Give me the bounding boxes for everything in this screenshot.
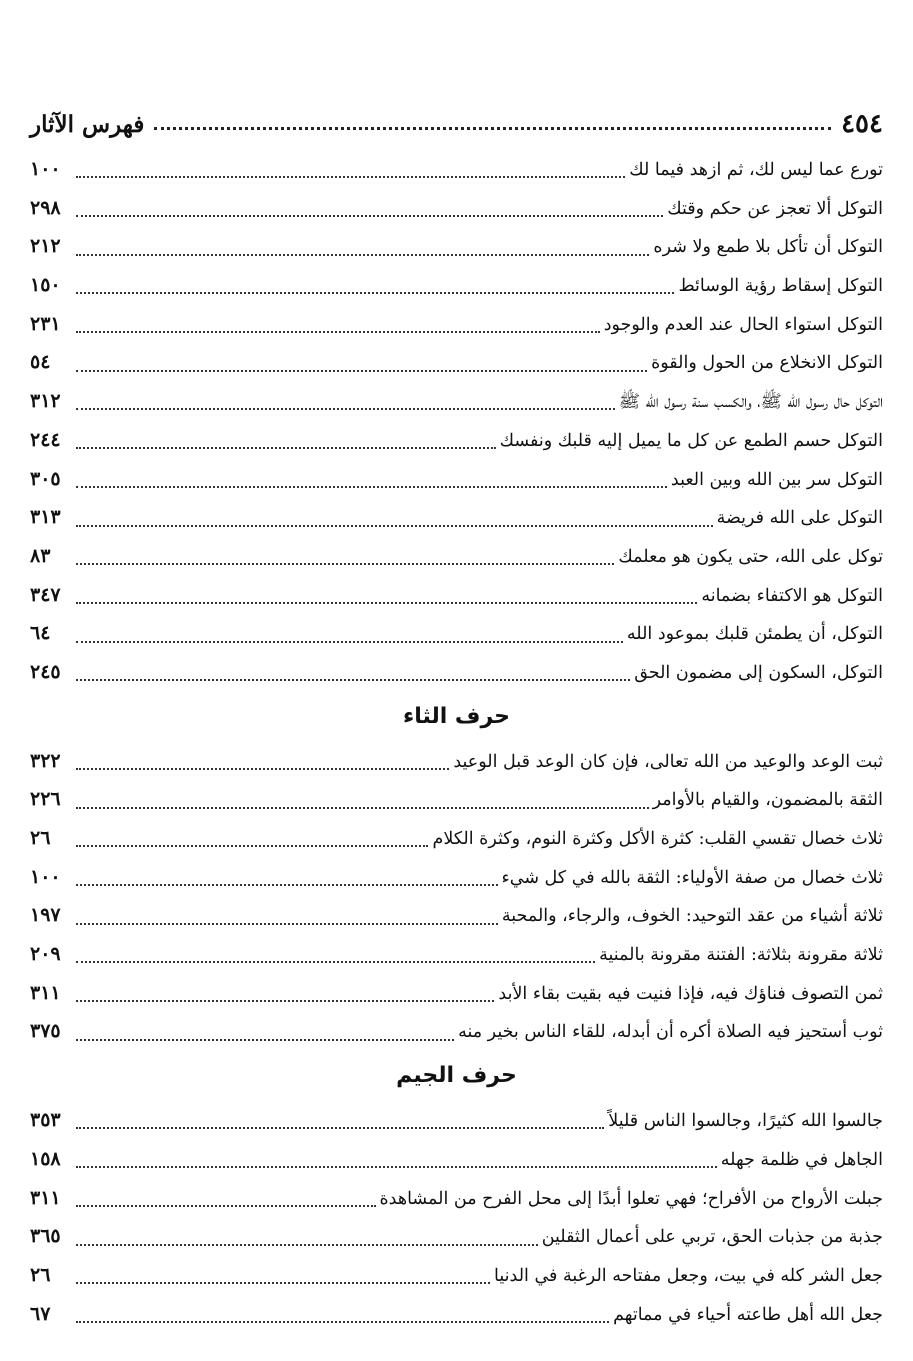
dot-leader xyxy=(76,1321,609,1323)
index-entry xyxy=(30,498,883,537)
entry-text: ثلاثة أشياء من عقد التوحيد: الخوف، والرجاء، والمحبة xyxy=(501,906,883,927)
entry-text: التوكل استواء الحال عند العدم والوجود xyxy=(603,314,883,335)
entry-text: التوكل ألا تعجز عن حكم وقتك xyxy=(667,198,883,219)
entry-text: التوكل، أن يطمئن قلبك بموعود الله xyxy=(626,624,883,645)
dot-leader xyxy=(76,1000,494,1002)
dot-leader xyxy=(76,408,615,410)
dot-leader xyxy=(76,215,663,217)
entry-page-number: ١٥٠ xyxy=(30,274,61,297)
entry-text: ثمن التصوف فناؤك فيه، فإذا فنيت فيه بقيت بقاء الأبد xyxy=(498,983,883,1004)
entry-page-number: ٣٢٢ xyxy=(30,749,61,772)
index-entry xyxy=(30,537,883,576)
dot-leader xyxy=(76,370,647,372)
dot-leader xyxy=(76,602,697,604)
dot-leader xyxy=(76,525,713,527)
dot-leader xyxy=(76,1282,490,1284)
entry-text: الثقة بالمضمون، والقيام بالأوامر xyxy=(652,790,883,811)
entry-text: جبلت الأرواح من الأفراح؛ فهي تعلوا أبدًا إلى محل الفرح من المشاهدة xyxy=(379,1188,883,1209)
entry-page-number: ٣١٣ xyxy=(30,506,61,529)
entry-page-number: ٢٦ xyxy=(30,1263,51,1286)
entry-text: ثلاث خصال تقسي القلب: كثرة الأكل وكثرة النوم، وكثرة الكلام xyxy=(432,829,883,849)
index-entry xyxy=(30,896,883,935)
index-entry xyxy=(30,653,883,692)
entry-page-number: ٢٤٤ xyxy=(30,428,61,451)
index-entry xyxy=(30,305,883,344)
index-entry xyxy=(30,421,883,460)
index-entries xyxy=(30,150,883,1333)
index-entry xyxy=(30,1012,883,1051)
index-entry xyxy=(30,189,883,228)
entry-page-number: ٨٣ xyxy=(30,544,51,567)
index-entry xyxy=(30,1217,883,1256)
dot-leader xyxy=(76,845,428,847)
entry-text: جالسوا الله كثيرًا، وجالسوا الناس قليلاً xyxy=(608,1111,883,1132)
dot-leader xyxy=(76,641,623,643)
index-entry xyxy=(30,382,883,421)
header-dot-leader xyxy=(154,127,831,130)
dot-leader xyxy=(76,447,496,449)
entry-text: التوكل، السكون إلى مضمون الحق xyxy=(634,662,883,683)
index-entry xyxy=(30,576,883,615)
index-entry xyxy=(30,460,883,499)
dot-leader xyxy=(76,1205,376,1207)
index-entry xyxy=(30,150,883,189)
entry-page-number: ٦٤ xyxy=(30,622,51,645)
entry-page-number: ٣١١ xyxy=(30,981,61,1004)
entry-page-number: ٢٣١ xyxy=(30,312,61,335)
entry-text: التوكل هو الاكتفاء بضمانه xyxy=(701,585,883,606)
entry-page-number: ٢٠٩ xyxy=(30,943,61,966)
entry-page-number: ٣١٢ xyxy=(30,390,61,413)
dot-leader xyxy=(76,884,498,886)
dot-leader xyxy=(76,254,649,256)
index-entry xyxy=(30,935,883,974)
entry-text: توكل على الله، حتى يكون هو معلمك xyxy=(618,546,883,567)
dot-leader xyxy=(76,1244,538,1246)
entry-text: التوكل حسم الطمع عن كل ما يميل إليه قلبك ونفسك xyxy=(499,430,883,451)
running-title: فهرس الآثار xyxy=(30,110,145,138)
section-heading: حرف الثاء xyxy=(402,703,511,729)
dot-leader xyxy=(76,292,674,294)
entry-text: جعل الله أهل طاعته أحياء في مماتهم xyxy=(613,1304,883,1325)
entry-page-number: ٢٤٥ xyxy=(30,660,61,683)
index-entry xyxy=(30,227,883,266)
index-entry xyxy=(30,1179,883,1218)
entry-page-number: ٥٤ xyxy=(30,351,51,374)
index-entry xyxy=(30,1101,883,1140)
page-header xyxy=(30,104,883,144)
entry-page-number: ٢٦ xyxy=(30,827,51,849)
dot-leader xyxy=(76,176,625,178)
entry-page-number: ٣٧٥ xyxy=(30,1020,61,1043)
entry-page-number: ١٩٧ xyxy=(30,904,61,927)
index-entry xyxy=(30,343,883,382)
dot-leader xyxy=(76,1166,717,1168)
dot-leader xyxy=(76,331,600,333)
entry-text: ثلاثة مقرونة بثلاثة: الفتنة مقرونة بالمنية xyxy=(599,945,883,966)
dot-leader xyxy=(76,807,649,809)
index-entry xyxy=(30,1295,883,1334)
entry-page-number: ٣١١ xyxy=(30,1186,61,1209)
entry-page-number: ٣٦٥ xyxy=(30,1225,61,1248)
entry-text: ثلاث خصال من صفة الأولياء: الثقة بالله في كل شيء xyxy=(501,867,883,888)
entry-page-number: ٣٠٥ xyxy=(30,467,61,490)
entry-text: التوكل حال رسول الله ﷺ، والكسب سنة رسول الله ﷺ xyxy=(618,392,883,413)
entry-page-number: ٣٤٧ xyxy=(30,583,61,606)
dot-leader xyxy=(76,923,498,925)
dot-leader xyxy=(76,679,630,681)
index-entry xyxy=(30,742,883,781)
dot-leader xyxy=(76,486,667,488)
page-number: ٤٥٤ xyxy=(841,109,883,139)
entry-page-number: ٢٢٦ xyxy=(30,788,61,811)
entry-text: ثبت الوعد والوعيد من الله تعالى، فإن كان الوعد قبل الوعيد xyxy=(453,751,883,772)
entry-page-number: ١٥٨ xyxy=(30,1147,61,1170)
dot-leader xyxy=(76,1127,604,1129)
entry-text: ثوب أستحيز فيه الصلاة أكره أن أبدله، للقاء الناس بخير منه xyxy=(458,1022,883,1043)
index-entry xyxy=(30,1256,883,1295)
index-entry xyxy=(30,858,883,897)
entry-page-number: ١٠٠ xyxy=(30,865,61,888)
entry-page-number: ٣٥٣ xyxy=(30,1109,61,1132)
entry-page-number: ٦٧ xyxy=(30,1302,51,1325)
entry-text: جعل الشر كله في بيت، وجعل مفتاحه الرغبة في الدنيا xyxy=(494,1265,883,1286)
entry-text: تورع عما ليس لك، ثم ازهد فيما لك xyxy=(629,160,883,180)
index-entry xyxy=(30,1140,883,1179)
dot-leader xyxy=(76,563,614,565)
entry-text: التوكل الانخلاع من الحول والقوة xyxy=(651,353,883,374)
index-entry xyxy=(30,974,883,1013)
dot-leader xyxy=(76,1039,454,1041)
index-entry xyxy=(30,780,883,819)
index-entry xyxy=(30,266,883,305)
entry-page-number: ٢١٢ xyxy=(30,235,61,258)
entry-text: الجاهل في ظلمة جهله xyxy=(720,1149,883,1170)
section-heading: حرف الجيم xyxy=(396,1063,517,1089)
entry-text: التوكل أن تأكل بلا طمع ولا شره xyxy=(653,237,883,258)
index-entry xyxy=(30,614,883,653)
entry-page-number: ١٠٠ xyxy=(30,158,61,180)
dot-leader xyxy=(76,961,595,963)
dot-leader xyxy=(76,768,449,770)
index-entry xyxy=(30,819,883,858)
entry-page-number: ٢٩٨ xyxy=(30,196,61,219)
entry-text: التوكل سر بين الله وبين العبد xyxy=(670,469,883,490)
entry-text: التوكل إسقاط رؤية الوسائط xyxy=(678,276,883,297)
entry-text: التوكل على الله فريضة xyxy=(716,508,883,529)
entry-text: جذبة من جذبات الحق، تربي على أعمال الثقلين xyxy=(541,1227,883,1248)
